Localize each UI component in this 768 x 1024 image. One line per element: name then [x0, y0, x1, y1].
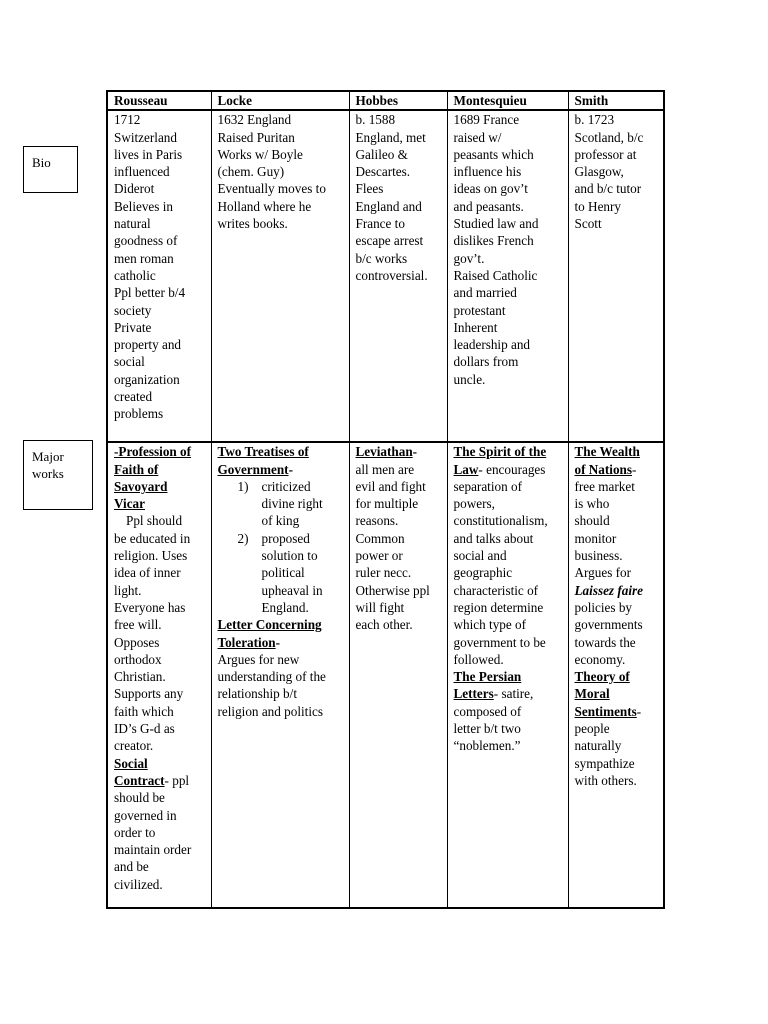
text-line: power or	[355, 548, 403, 564]
text-line: orthodox	[114, 651, 162, 667]
text-line: controversial.	[355, 267, 428, 283]
text-line: followed.	[453, 651, 504, 667]
locke-work1-title-a: Two Treatises of	[217, 444, 309, 460]
text-line: Diderot	[114, 181, 155, 197]
text-line: social and	[453, 548, 507, 564]
montesquieu-work2-desc-first: - satire,	[493, 686, 534, 702]
works-cell-hobbes	[349, 442, 447, 908]
text-line: Private	[114, 319, 152, 335]
text-line: each other.	[355, 617, 413, 633]
text-line: peasants which	[453, 146, 534, 162]
text-line: 1632 England	[217, 112, 292, 128]
text-line: gov’t.	[453, 250, 485, 266]
text-line: sympathize	[574, 755, 635, 771]
text-line: light.	[114, 582, 142, 598]
text-line: problems	[114, 406, 164, 422]
text-line: Believes in	[114, 198, 173, 214]
text-line: free market	[574, 478, 635, 494]
montesquieu-work1-desc-first: - encourages	[478, 461, 546, 477]
works-cell-rousseau	[107, 442, 211, 908]
text-line: composed of	[453, 703, 522, 719]
list-number: 1)	[237, 478, 249, 494]
rousseau-work2-title-b: Contract	[114, 772, 165, 788]
text-line: Faith of	[114, 461, 159, 477]
locke-work1-title-b: Government	[217, 461, 289, 477]
text-line: b. 1588	[355, 112, 396, 128]
text-line: reasons.	[355, 513, 399, 529]
text-line: b/c works	[355, 250, 408, 266]
major-works-label: Major works	[32, 449, 64, 481]
text-line: free will.	[114, 617, 162, 633]
text-line: government to be	[453, 634, 546, 650]
locke-work2-desc	[218, 651, 346, 720]
text-line: Ppl better b/4	[114, 285, 186, 301]
locke-work2-dash: -	[275, 634, 281, 650]
text-line: which type of	[453, 617, 527, 633]
text-line: dollars from	[453, 354, 519, 370]
text-line: monitor	[574, 530, 617, 546]
text-line: social	[114, 354, 145, 370]
list-item	[218, 530, 346, 616]
text-line: protestant	[453, 302, 506, 318]
text-line: governments	[574, 617, 643, 633]
text-line: ID’s G-d as	[114, 721, 175, 737]
text-line: of king	[261, 513, 300, 529]
text-line: business.	[574, 548, 623, 564]
text-line: with others.	[574, 772, 637, 788]
list-number: 2)	[237, 530, 249, 546]
text-line: political	[261, 565, 305, 581]
text-line: faith which	[114, 703, 174, 719]
smith-work1-desc-first: -	[632, 461, 637, 477]
bio-label: Bio	[32, 155, 51, 170]
text-line: escape arrest	[355, 233, 424, 249]
text-line: England, met	[355, 129, 426, 145]
text-line: Argues for	[574, 565, 632, 581]
text-line: relationship b/t	[217, 686, 297, 702]
smith-work2-desc-first: -	[636, 703, 642, 719]
text-line: England.	[261, 599, 309, 615]
text-line: and talks about	[453, 530, 534, 546]
rousseau-work2-desc	[114, 789, 208, 893]
montesquieu-work2-title-a: The Persian	[453, 669, 522, 685]
text-line: religion and politics	[217, 703, 323, 719]
text-line: (chem. Guy)	[217, 164, 285, 180]
locke-work2-title-a: Letter Concerning	[217, 617, 322, 633]
text-line: France to	[355, 216, 405, 232]
text-line: Flees	[355, 181, 384, 197]
locke-work2-title-b: Toleration	[217, 634, 276, 650]
text-line: naturally	[574, 738, 622, 754]
hobbes-work-title: Leviathan	[355, 444, 413, 460]
text-line: b. 1723	[574, 112, 615, 128]
text-line: ruler necc.	[355, 565, 412, 581]
text-line: geographic	[453, 565, 513, 581]
text-line: Raised Catholic	[453, 267, 538, 283]
text-line: religion. Uses	[114, 548, 188, 564]
text-line: proposed	[261, 530, 310, 546]
text-line: property and	[114, 337, 182, 353]
text-line: society	[114, 302, 152, 318]
montesquieu-work1-title-a: The Spirit of the	[453, 444, 547, 460]
text-line: criticized	[261, 478, 311, 494]
philosophers-table	[106, 90, 665, 909]
text-line: towards the	[574, 634, 636, 650]
text-line: powers,	[453, 496, 495, 512]
text-line: be educated in	[114, 530, 191, 546]
text-line: Everyone has	[114, 599, 186, 615]
works-cell-montesquieu	[447, 442, 568, 908]
text-line: Argues for new	[217, 651, 300, 667]
text-line: will fight	[355, 599, 405, 615]
text-line: men roman	[114, 250, 174, 266]
text-line: Eventually moves to	[217, 181, 326, 197]
text-line: characteristic of	[453, 582, 539, 598]
text-line: policies by	[574, 599, 633, 615]
montesquieu-work2-desc	[454, 703, 565, 755]
text-line: 1712	[114, 112, 141, 128]
text-line: civilized.	[114, 876, 163, 892]
text-line: is who	[574, 496, 610, 512]
text-line: people	[574, 721, 610, 737]
text-line: separation of	[453, 478, 522, 494]
rousseau-work2-desc-first: - ppl	[164, 772, 190, 788]
text-line: economy.	[574, 651, 626, 667]
text-line: and peasants.	[453, 198, 524, 214]
text-line: writes books.	[217, 216, 288, 232]
bio-row	[107, 110, 664, 442]
text-line: Common	[355, 530, 405, 546]
works-cell-locke	[211, 442, 349, 908]
rousseau-work1-desc-first: Ppl should	[126, 513, 183, 529]
rousseau-work1-desc	[114, 530, 208, 755]
bio-cell-smith	[568, 110, 664, 442]
text-line: and married	[453, 285, 517, 301]
text-line: Vicar	[114, 496, 145, 512]
text-line: upheaval in	[261, 582, 323, 598]
text-line: natural	[114, 216, 151, 232]
text-line: understanding of the	[217, 669, 326, 685]
text-line: Works w/ Boyle	[217, 146, 303, 162]
text-line: letter b/t two	[453, 721, 521, 737]
montesquieu-work1-desc	[454, 478, 565, 668]
text-line: professor at	[574, 146, 637, 162]
smith-work2-title-b: Moral	[574, 686, 610, 702]
hobbes-work-dash: -	[412, 444, 418, 460]
text-line: and b/c tutor	[574, 181, 642, 197]
text-line: Descartes.	[355, 164, 411, 180]
smith-laissez-faire: Laissez faire	[574, 582, 643, 598]
header-row	[107, 91, 664, 110]
rousseau-work1-title	[114, 443, 208, 512]
text-line: should be	[114, 790, 165, 806]
smith-work1-desc	[575, 478, 661, 582]
text-line: England and	[355, 198, 422, 214]
locke-work1-list	[218, 478, 346, 616]
text-line: idea of inner	[114, 565, 181, 581]
major-works-row-label	[23, 440, 93, 510]
list-item	[218, 478, 346, 530]
text-line: to Henry	[574, 198, 622, 214]
bio-cell-locke	[211, 110, 349, 442]
text-line: organization	[114, 371, 180, 387]
text-line: Switzerland	[114, 129, 177, 145]
text-line: constitutionalism,	[453, 513, 548, 529]
text-line: dislikes French	[453, 233, 534, 249]
text-line: Opposes	[114, 634, 160, 650]
bio-cell-rousseau	[107, 110, 211, 442]
hobbes-work-desc	[356, 461, 444, 634]
text-line: lives in Paris	[114, 146, 183, 162]
text-line: Savoyard	[114, 478, 168, 494]
text-line: and be	[114, 859, 149, 875]
list-item-text	[262, 478, 346, 530]
text-line: created	[114, 389, 153, 405]
header-smith: Smith	[568, 91, 664, 110]
header-rousseau: Rousseau	[107, 91, 211, 110]
bio-cell-montesquieu	[447, 110, 568, 442]
text-line: uncle.	[453, 371, 486, 387]
text-line: Supports any	[114, 686, 184, 702]
text-line: solution to	[261, 548, 318, 564]
works-cell-smith	[568, 442, 664, 908]
text-line: Scotland, b/c	[574, 129, 644, 145]
text-line: should	[574, 513, 610, 529]
text-line: evil and fight	[355, 478, 426, 494]
text-line: for multiple	[355, 496, 419, 512]
text-line: governed in	[114, 807, 177, 823]
text-line: Studied law and	[453, 216, 539, 232]
text-line: “noblemen.”	[453, 738, 521, 754]
text-line: ideas on gov’t	[453, 181, 528, 197]
text-line: divine right	[261, 496, 323, 512]
smith-work2-title-a: Theory of	[574, 669, 630, 685]
montesquieu-work1-title-b: Law	[453, 461, 479, 477]
text-line: creator.	[114, 738, 154, 754]
header-hobbes: Hobbes	[349, 91, 447, 110]
smith-work1-title-b: of Nations	[574, 461, 633, 477]
rousseau-work2-title-a: Social	[114, 755, 148, 771]
text-line: Holland where he	[217, 198, 312, 214]
text-line: influence his	[453, 164, 522, 180]
text-line: catholic	[114, 267, 156, 283]
list-item-text	[262, 530, 346, 616]
montesquieu-work2-title-b: Letters	[453, 686, 494, 702]
smith-work1-title-a: The Wealth	[574, 444, 640, 460]
text-line: Otherwise ppl	[355, 582, 430, 598]
text-line: Raised Puritan	[217, 129, 295, 145]
bio-cell-hobbes	[349, 110, 447, 442]
text-line: -Profession of	[114, 444, 192, 460]
works-row	[107, 442, 664, 908]
text-line: maintain order	[114, 842, 192, 858]
text-line: region determine	[453, 599, 544, 615]
smith-work2-desc	[575, 720, 661, 789]
text-line: Inherent	[453, 319, 498, 335]
text-line: Scott	[574, 216, 602, 232]
text-line: Galileo &	[355, 146, 408, 162]
text-line: order to	[114, 824, 156, 840]
text-line: Glasgow,	[574, 164, 624, 180]
text-line: influenced	[114, 164, 170, 180]
text-line: goodness of	[114, 233, 178, 249]
bio-row-label	[23, 146, 78, 193]
text-line: leadership and	[453, 337, 531, 353]
smith-work2-title-c: Sentiments	[574, 703, 637, 719]
text-line: 1689 France	[453, 112, 520, 128]
smith-work1-desc-b	[575, 599, 661, 668]
header-montesquieu: Montesquieu	[447, 91, 568, 110]
locke-work1-dash: -	[288, 461, 293, 477]
text-line: Christian.	[114, 669, 166, 685]
header-locke: Locke	[211, 91, 349, 110]
text-line: raised w/	[453, 129, 502, 145]
text-line: all men are	[355, 461, 415, 477]
